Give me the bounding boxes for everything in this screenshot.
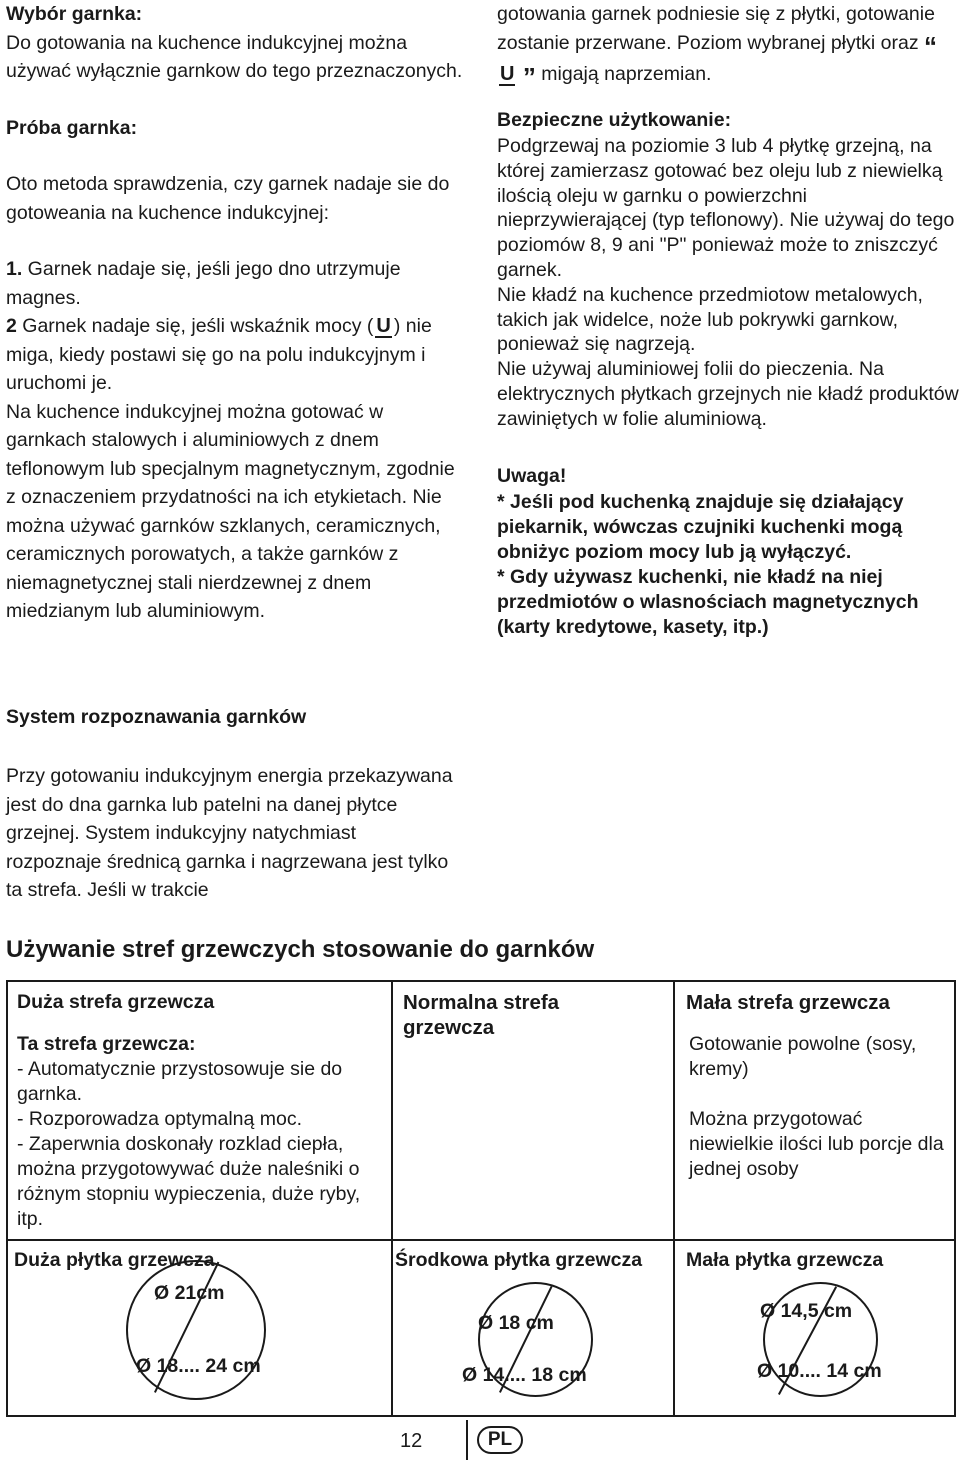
small-zone-text-1: Gotowanie powolne (sosy, kremy) xyxy=(689,1033,917,1080)
system-text: Przy gotowaniu indukcyjnym energia przekazywana jest do dna garnka lub patelni na danej płytce grzejnej. System indukcyjny natychmiast rozpoznaje średnicą garnka i nagrzewana jest tylko ta strefa. Jeśli w trakcie xyxy=(6,765,453,901)
step-2 xyxy=(6,312,466,398)
small-plate-range: Ø 10.... 14 cm xyxy=(757,1360,882,1382)
small-zone-text-2: Można przygotować niewielkie ilości lub porcje dla jednej osoby xyxy=(689,1108,944,1180)
warning-2: * Gdy używasz kuchenki, nie kładź na niej przedmiotów o wlasnościach magnetycznych (karty kredytowe, kasety, itp.) xyxy=(497,566,919,639)
quote-open: “ xyxy=(924,30,938,61)
continued-text-b: migają naprzemian. xyxy=(535,63,712,85)
power-indicator-icon-2: U xyxy=(500,63,515,85)
list-item: - Rozporowadza optymalną moc. xyxy=(17,1108,303,1130)
materials-text: Na kuchence indukcyjnej można gotować w garnkach stalowych i aluminiowych z dnem teflonowym lub specjalnym magnetycznym, zgodnie z oznaczeniem przydatności na ich etykietach. Nie można używać garnków szklanych, ceramicznych, ceramicznych porowatych, a także garnków z niemagnetycznej stali nierdzewnej z dnem miedzianym lub aluminiowym. xyxy=(6,400,455,622)
large-plate-diameter: Ø 21cm xyxy=(154,1282,225,1304)
continued-text-a: gotowania garnek podniesie się z płytki, gotowanie zostanie przerwane. Poziom wybranej płytki oraz xyxy=(497,3,935,54)
right-column xyxy=(497,0,959,640)
power-indicator-icon: U xyxy=(376,315,391,337)
footer-divider xyxy=(466,1420,468,1460)
step-1 xyxy=(6,255,466,312)
step-2-text-a: Garnek nadaje się, jeśli wskaźnik mocy ( xyxy=(16,315,374,337)
page-footer xyxy=(0,1420,960,1460)
large-zone-subtitle: Ta strefa grzewcza: xyxy=(17,1033,196,1055)
pot-choice-text: Do gotowania na kuchence indukcyjnej można używać wyłącznie garnkow do tego przeznaczonych. xyxy=(6,31,463,82)
divider xyxy=(391,982,393,1415)
divider xyxy=(673,982,675,1415)
step-2-number: 2 xyxy=(6,315,17,337)
page-number: 12 xyxy=(400,1430,423,1452)
language-badge: PL xyxy=(477,1426,523,1454)
normal-plate-diameter: Ø 18 cm xyxy=(478,1312,554,1334)
warning-title: Uwaga! xyxy=(497,464,567,487)
normal-plate-title: Środkowa płytka grzewcza xyxy=(395,1249,643,1271)
normal-zone-title: Normalna strefa grzewcza xyxy=(403,991,560,1039)
pot-test-intro: Oto metoda sprawdzenia, czy garnek nadaje sie do gotoweania na kuchence indukcyjnej: xyxy=(6,173,450,224)
large-plate-title: Duża płytka grzewcza xyxy=(14,1249,215,1271)
system-title: System rozpoznawania garnków xyxy=(6,706,307,728)
warning-1: * Jeśli pod kuchenką znajduje się działający piekarnik, wówczas czujniki kuchenki mogą obniżyc poziom mocy lub ją wyłączyć. xyxy=(497,491,904,564)
step-1-number: 1. xyxy=(6,258,23,280)
safe-use-text-1: Podgrzewaj na poziomie 3 lub 4 płytkę grzejną, na której zamierzasz gotować bez oleju lub z niewielką ilością oleju w garnku o powierzchni nieprzywierającej (typ teflonowy). Nie używaj do tego poziomów 8, 9 ani "P" ponieważ może to zniszczyć garnek. xyxy=(497,135,955,281)
pot-test-title: Próba garnka: xyxy=(6,116,138,139)
large-plate-circle xyxy=(126,1260,266,1400)
small-zone-title: Mała strefa grzewcza xyxy=(686,991,890,1014)
quote-close: ” xyxy=(522,62,536,92)
left-column xyxy=(6,0,466,626)
divider xyxy=(8,1239,954,1241)
zones-title: Używanie stref grzewczych stosowanie do garnków xyxy=(6,936,595,963)
pot-choice-title: Wybór garnka: xyxy=(6,3,143,25)
list-item: - Zaperwnia doskonały rozklad ciepła, można przygotowywać duże naleśniki o różnym stopniu wypieczenia, duże ryby, itp. xyxy=(17,1133,361,1230)
small-plate-diameter: Ø 14,5 cm xyxy=(760,1300,853,1322)
step-1-text: Garnek nadaje się, jeśli jego dno utrzymuje magnes. xyxy=(6,258,401,309)
safe-use-title: Bezpieczne użytkowanie: xyxy=(497,108,732,131)
step-2-text-b: ) nie miga, kiedy postawi się go na polu indukcyjnym i uruchomi je. xyxy=(6,315,432,394)
large-zone-title: Duża strefa grzewcza xyxy=(17,991,215,1013)
normal-plate-range: Ø 14.... 18 cm xyxy=(462,1364,587,1386)
large-plate-range: Ø 18.... 24 cm xyxy=(136,1355,261,1377)
safe-use-text-3: Nie używaj aluminiowej folii do pieczenia. Na elektrycznych płytkach grzejnych nie kładź produktów zawiniętych w folie aluminiową. xyxy=(497,358,959,430)
large-zone-list xyxy=(17,1057,382,1232)
small-plate-title: Mała płytka grzewcza xyxy=(686,1249,884,1271)
safe-use-text-2: Nie kładź na kuchence przedmiotow metalowych, takich jak widelce, noże lub pokrywki garnkow, ponieważ się nagrzeją. xyxy=(497,283,923,356)
zones-table xyxy=(6,980,956,1417)
list-item: - Automatycznie przystosowuje sie do garnka. xyxy=(17,1058,343,1105)
continued-text xyxy=(497,0,959,92)
